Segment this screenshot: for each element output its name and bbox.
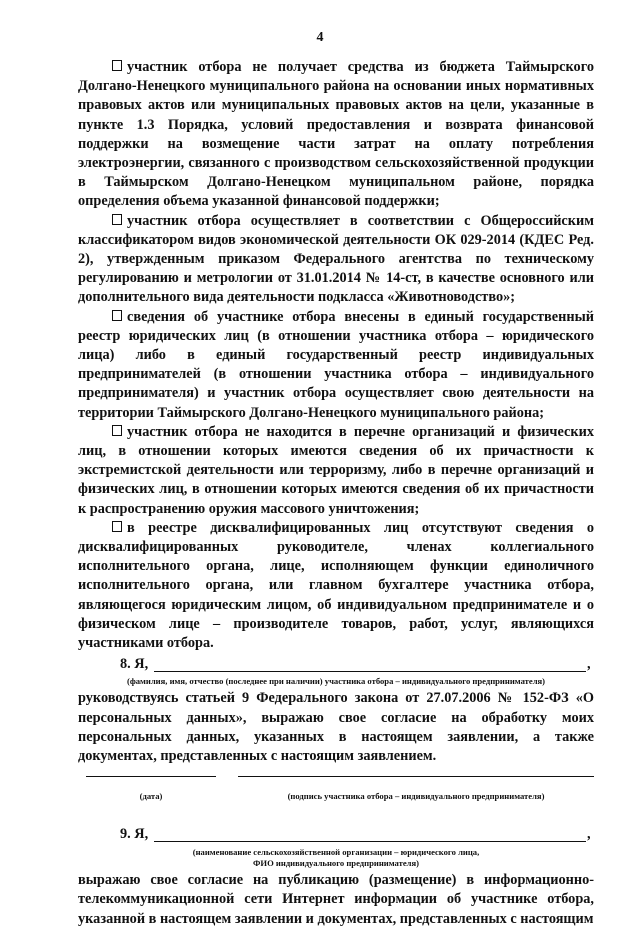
item8-name-row: 8. Я, , [120, 656, 591, 673]
checkbox-icon[interactable] [112, 214, 122, 225]
bullet-disqualified-registry: в реестре дисквалифицированных лиц отсутствуют сведения о дисквалифицированных руководителе, членах коллегиального исполнительного органа, лице, исполняющем функции единоличного исполнительного органа, или главном бухгалтере участника отбора, являющегося юридическим лицом, об индивидуальном предпринимателе и о физическом лице – производителе товаров, работ, услуг, являющихся участниками отбора. [78, 519, 594, 652]
signature-caption: (подпись участника отбора – индивидуального предпринимателя) [287, 791, 545, 802]
bullet-registry-entry: сведения об участнике отбора внесены в единый государственный реестр юридических лиц (в отношении участника отбора – юридического лица) либо в единый государственный реестр индивидуальных предпринимателей (в отношении участника отбора – индивидуального предпринимателя) и участник отбора осуществляет свою деятельности на территории Таймырского Долгано-Ненецкого муниципального района; [78, 308, 594, 421]
item8-label: 8. Я, [120, 656, 149, 673]
item9-name-row: 9. Я, , [120, 826, 591, 843]
date-field[interactable] [86, 776, 216, 777]
bullet-not-in-extremist-list: участник отбора не находится в перечне организаций и физических лиц, в отношении которых имеются сведения об их причастности к экстремистской деятельности или терроризму, либо в перечне организаций и физических лиц, в отношении которых имеются сведения об их причастности к распространению оружия массового уничтожения; [78, 423, 594, 517]
checkbox-icon[interactable] [112, 310, 122, 321]
signature-field[interactable] [238, 776, 594, 777]
checkbox-icon[interactable] [112, 521, 122, 532]
item8-consent-text: руководствуясь статьей 9 Федерального закона от 27.07.2006 № 152-ФЗ «О персональных данных», выражаю свое согласие на обработку моих персональных данных, указанных в настоящем заявлении, а также документах, представленных с настоящим заявлением. [78, 690, 594, 764]
item9-caption-line1: (наименование сельскохозяйственной организации – юридического лица, [192, 847, 480, 858]
item9-name-field[interactable] [154, 841, 586, 842]
page-number: 4 [316, 30, 324, 45]
date-caption: (дата) [139, 791, 163, 802]
bullet-okved-activity: участник отбора осуществляет в соответствии с Общероссийским классификатором видов экономической деятельности ОК 029-2014 (КДЕС Ред. 2), утвержденным приказом Федерального агентства по техническому регулированию и метрологии от 31.01.2014 № 14-ст, в качестве основного или дополнительного вида деятельности подкласса «Животноводство»; [78, 212, 594, 306]
item9-caption-line2: ФИО индивидуального предпринимателя) [253, 858, 419, 869]
bullet-no-budget-funds: участник отбора не получает средства из бюджета Таймырского Долгано-Ненецкого муниципального района на основании иных нормативных правовых актов или муниципальных правовых актов на цели, указанные в пункте 1.3 Порядка, условий предоставления и возврата финансовой поддержки на возмещение части затрат на оплату потребления электроэнергии, связанного с производством сельскохозяйственной продукции в Таймырском Долгано-Ненецком муниципальном районе, порядка определения объема указанной финансовой поддержки; [78, 59, 594, 210]
document-body [78, 58, 594, 929]
item9-label: 9. Я, [120, 826, 149, 843]
item8-name-caption: (фамилия, имя, отчество (последнее при наличии) участника отбора – индивидуального предпринимателя) [126, 676, 546, 687]
item8-name-field[interactable] [154, 671, 586, 672]
item9-consent-text: выражаю свое согласие на публикацию (размещение) в информационно-телекоммуникационной сети Интернет информации об участнике отбора, указанной в настоящем заявлении и документах, представленных с настоящим [78, 872, 594, 927]
item8-signature-row [78, 776, 594, 790]
checkbox-icon[interactable] [112, 60, 122, 71]
checkbox-icon[interactable] [112, 425, 122, 436]
item8-signature-captions [78, 790, 594, 804]
